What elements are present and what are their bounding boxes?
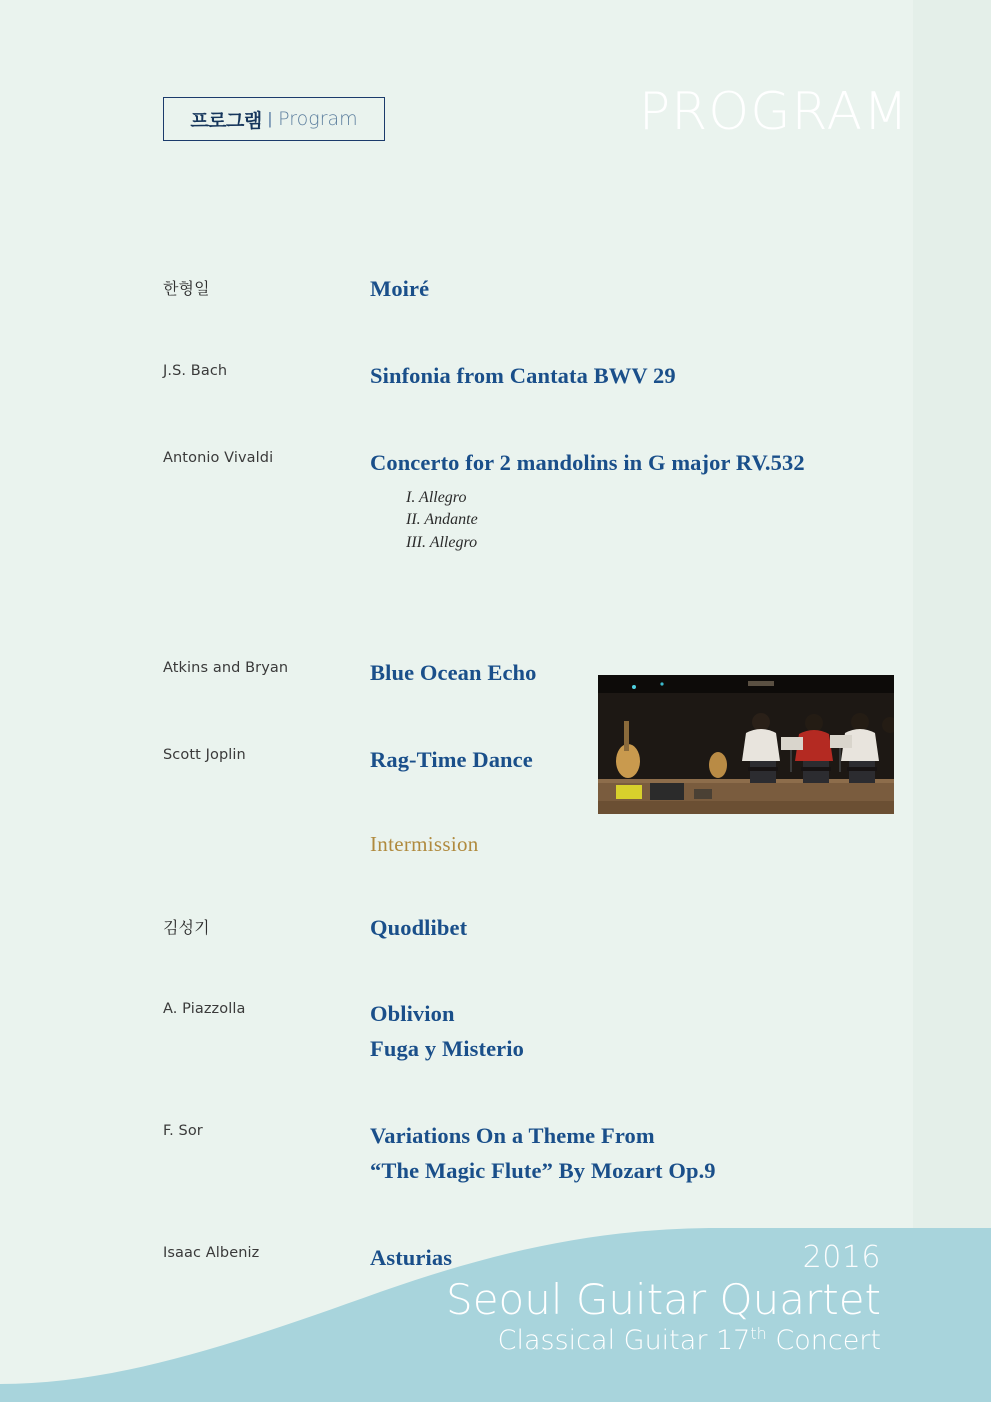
badge-label-korean: 프로그램 (190, 109, 262, 132)
work-group (370, 832, 991, 857)
footer-year: 2016 (802, 1240, 881, 1275)
concert-photo (598, 675, 894, 814)
program-row (0, 1119, 991, 1189)
movement-item: II. Andante (406, 511, 478, 529)
badge-separator: | (267, 109, 273, 128)
composer-name: A. Piazzolla (163, 1001, 246, 1018)
program-row (0, 446, 991, 555)
movement-item: III. Allegro (406, 534, 478, 552)
work-title: Asturias (370, 1244, 453, 1270)
composer-name: Antonio Vivaldi (163, 449, 274, 466)
footer-subtitle-pre: Classical Guitar 17 (497, 1325, 751, 1356)
program-row (0, 272, 991, 307)
program-row (0, 911, 991, 946)
work-title: Blue Ocean Echo (370, 659, 537, 685)
composer-name (163, 832, 370, 836)
composer-name: J.S. Bach (163, 362, 228, 379)
composer-name: 김성기 (163, 917, 210, 937)
movement-item: I. Allegro (406, 488, 467, 506)
work-group (370, 1119, 991, 1189)
work-group (370, 997, 991, 1067)
badge-label-english: Program (278, 108, 358, 130)
program-row (0, 359, 991, 394)
footer-concert-info (446, 1240, 881, 1356)
work-group (370, 359, 991, 394)
work-title: Rag-Time Dance (370, 746, 533, 772)
work-title: “The Magic Flute” By Mozart Op.9 (370, 1158, 716, 1184)
work-title: Moiré (370, 276, 430, 301)
composer-name: F. Sor (163, 1123, 203, 1140)
composer-name: Isaac Albeniz (163, 1244, 260, 1261)
footer-subtitle-post: Concert (766, 1325, 881, 1356)
work-title: Oblivion (370, 1001, 455, 1027)
work-title: Sinfonia from Cantata BWV 29 (370, 362, 676, 388)
program-header-badge (163, 97, 385, 141)
program-watermark: PROGRAM (638, 82, 909, 142)
work-title: Variations On a Theme From (370, 1123, 655, 1149)
movement-list (370, 487, 991, 555)
footer-subtitle (446, 1326, 881, 1354)
footer-title: Seoul Guitar Quartet (446, 1275, 881, 1324)
work-group (370, 446, 991, 555)
program-row (0, 997, 991, 1067)
work-group (370, 911, 991, 946)
composer-name: Atkins and Bryan (163, 659, 289, 676)
program-row (0, 832, 991, 857)
composer-name: Scott Joplin (163, 746, 246, 763)
footer-subtitle-ordinal: th (750, 1324, 767, 1343)
intermission-label: Intermission (370, 831, 479, 856)
work-title: Fuga y Misterio (370, 1036, 524, 1062)
work-group (370, 272, 991, 307)
work-title: Concerto for 2 mandolins in G major RV.532 (370, 449, 805, 475)
composer-name: 한형일 (163, 279, 210, 298)
work-title: Quodlibet (370, 914, 468, 940)
